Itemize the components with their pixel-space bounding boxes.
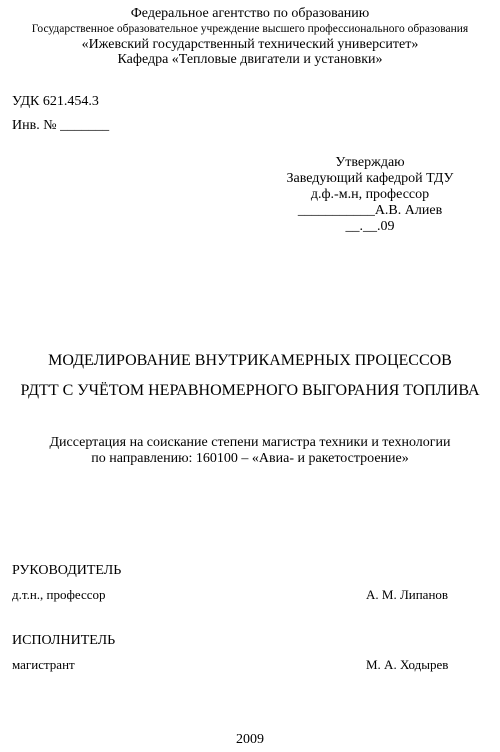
executor-role: магистрант — [12, 657, 75, 672]
inventory-number: Инв. № _______ — [12, 118, 110, 133]
university-name: «Ижевский государственный технический университет» — [81, 37, 419, 52]
thesis-title-line-2: РДТТ С УЧЁТОМ НЕРАВНОМЕРНОГО ВЫГОРАНИЯ ТОПЛИВА — [20, 382, 480, 399]
executor-heading: ИСПОЛНИТЕЛЬ — [12, 633, 116, 648]
thesis-title-line-1: МОДЕЛИРОВАНИЕ ВНУТРИКАМЕРНЫХ ПРОЦЕССОВ — [48, 352, 452, 369]
approval-date: __.__.09 — [345, 219, 395, 234]
supervisor-name: А. М. Липанов — [366, 587, 449, 602]
department-name: Кафедра «Тепловые двигатели и установки» — [117, 52, 383, 67]
approval-block — [270, 155, 470, 235]
agency-name: Федеральное агентство по образованию — [130, 6, 370, 21]
approval-degree: д.ф.-м.н, профессор — [310, 187, 430, 202]
executor-name: М. А. Ходырев — [366, 657, 449, 672]
approval-position: Заведующий кафедрой ТДУ — [286, 171, 454, 186]
approval-title: Утверждаю — [335, 155, 405, 170]
udk-code: УДК 621.454.3 — [12, 94, 99, 109]
subtitle-line-1: Диссертация на соискание степени магистра техники и технологии — [49, 435, 451, 450]
supervisor-heading: РУКОВОДИТЕЛЬ — [12, 563, 122, 578]
supervisor-role: д.т.н., профессор — [12, 587, 106, 602]
institution-type: Государственное образовательное учреждение высшего профессионального образования — [31, 23, 469, 35]
subtitle-line-2: по направлению: 160100 – «Авиа- и ракетостроение» — [91, 451, 409, 466]
year: 2009 — [236, 732, 264, 747]
approval-signature: ___________А.В. Алиев — [297, 203, 443, 218]
